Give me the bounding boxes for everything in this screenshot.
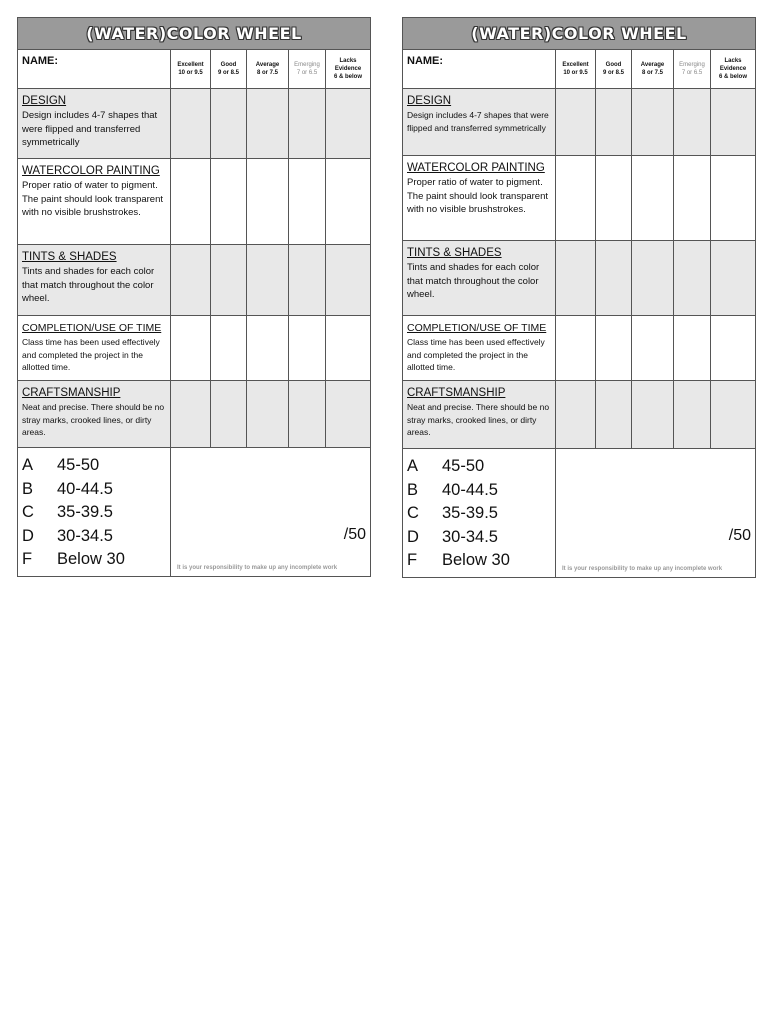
criterion-cell xyxy=(403,89,556,155)
criterion-description: Tints and shades for each color that match throughout the color wheel. xyxy=(407,262,540,300)
score-cell xyxy=(326,381,370,447)
level-lacks-evidence: Lacks Evidence 6 & below xyxy=(718,58,747,80)
criterion-description: Proper ratio of water to pigment. The paint should look transparent with no visible brushstrokes. xyxy=(22,180,164,218)
score-cell xyxy=(171,316,211,380)
score-cell xyxy=(711,156,755,240)
level-excellent: Excellent 10 or 9.5 xyxy=(556,50,596,88)
rubric-title: (WATER)COLOR WHEEL xyxy=(86,24,302,43)
name-label: NAME: xyxy=(18,50,171,88)
grade-letter: C xyxy=(22,503,34,522)
score-cell xyxy=(171,89,211,158)
criterion-description: Design includes 4-7 shapes that were flipped and transferred symmetrically xyxy=(407,110,549,133)
criterion-cell xyxy=(403,156,556,240)
score-cell xyxy=(171,159,211,244)
grade-range: 40-44.5 xyxy=(442,480,498,499)
grade-letter: F xyxy=(407,551,418,570)
score-cell xyxy=(632,381,674,448)
grade-line xyxy=(22,548,166,572)
grade-scale xyxy=(18,448,171,576)
criterion-description: Neat and precise. There should be no stray marks, crooked lines, or dirty areas. xyxy=(22,402,165,437)
level-average: Average 8 or 7.5 xyxy=(247,50,289,88)
criterion-cell xyxy=(18,316,171,380)
score-cell xyxy=(596,381,632,448)
score-cell xyxy=(211,89,247,158)
total-score-box xyxy=(556,449,755,577)
level-emerging: Emerging 7 or 6.5 xyxy=(289,50,326,88)
grade-letter: A xyxy=(407,457,419,476)
score-cell xyxy=(326,245,370,315)
score-cell xyxy=(596,156,632,240)
criterion-cell xyxy=(18,159,171,244)
grade-line xyxy=(407,549,551,573)
score-cell xyxy=(674,381,711,448)
grade-letter: A xyxy=(22,456,34,475)
score-cell xyxy=(596,241,632,315)
score-cell xyxy=(596,89,632,155)
criterion-cell xyxy=(18,381,171,447)
criterion-title: TINTS & SHADES xyxy=(22,251,117,263)
criterion-cell xyxy=(403,241,556,315)
score-cell xyxy=(326,89,370,158)
score-cell xyxy=(674,241,711,315)
criterion-description: Tints and shades for each color that match throughout the color wheel. xyxy=(22,266,155,304)
score-cell xyxy=(289,381,326,447)
criterion-title: COMPLETION/USE OF TIME xyxy=(22,322,162,334)
criterion-row-design xyxy=(403,89,755,156)
score-cell xyxy=(326,316,370,380)
criterion-row-completion xyxy=(18,316,370,381)
criterion-row-completion xyxy=(403,316,755,381)
header-row xyxy=(403,50,755,89)
score-cell xyxy=(632,156,674,240)
criterion-title: DESIGN xyxy=(22,95,67,107)
criterion-title: WATERCOLOR PAINTING xyxy=(407,162,545,174)
criterion-row-tints xyxy=(403,241,755,316)
criterion-row-tints xyxy=(18,245,370,316)
level-emerging: Emerging 7 or 6.5 xyxy=(674,50,711,88)
rubric-card-right xyxy=(402,17,756,578)
grade-range: Below 30 xyxy=(57,550,125,569)
criterion-description: Proper ratio of water to pigment. The paint should look transparent with no visible brushstrokes. xyxy=(407,177,549,215)
grade-range: 45-50 xyxy=(442,457,485,476)
score-cell xyxy=(632,241,674,315)
grade-line xyxy=(407,502,551,526)
score-cell xyxy=(711,241,755,315)
total-score-box xyxy=(171,448,370,576)
responsibility-note: It is your responsibility to make up any incomplete work xyxy=(177,565,338,571)
score-cell xyxy=(211,245,247,315)
score-cell xyxy=(326,159,370,244)
grade-range: 35-39.5 xyxy=(57,503,113,522)
criterion-cell xyxy=(18,245,171,315)
score-cell xyxy=(711,381,755,448)
level-average: Average 8 or 7.5 xyxy=(632,50,674,88)
criterion-cell xyxy=(403,316,556,380)
score-cell xyxy=(211,316,247,380)
grade-line xyxy=(407,526,551,550)
score-cell xyxy=(211,159,247,244)
criterion-description: Neat and precise. There should be no stray marks, crooked lines, or dirty areas. xyxy=(407,402,550,437)
grade-letter: B xyxy=(407,480,419,499)
header-row xyxy=(18,50,370,89)
criterion-title: CRAFTSMANSHIP xyxy=(22,387,121,399)
responsibility-note: It is your responsibility to make up any incomplete work xyxy=(562,566,723,572)
criterion-cell xyxy=(18,89,171,158)
grade-letter: D xyxy=(22,526,34,545)
criterion-title: WATERCOLOR PAINTING xyxy=(22,165,160,177)
criterion-title: COMPLETION/USE OF TIME xyxy=(407,322,547,334)
grade-letter: C xyxy=(407,504,419,523)
level-lacks-evidence: Lacks Evidence 6 & below xyxy=(333,58,362,80)
score-cell xyxy=(632,316,674,380)
total-score: /50 xyxy=(728,527,751,544)
score-cell xyxy=(247,381,289,447)
total-score: /50 xyxy=(343,526,366,543)
grade-letter: D xyxy=(407,527,419,546)
rubric-card-left xyxy=(17,17,371,577)
grade-scale xyxy=(403,449,556,577)
grade-range: 45-50 xyxy=(57,456,100,475)
grade-letter: B xyxy=(22,479,34,498)
score-cell xyxy=(556,316,596,380)
grade-line xyxy=(407,479,551,503)
grade-line xyxy=(22,478,166,502)
grade-range: 30-34.5 xyxy=(442,527,498,546)
score-cell xyxy=(247,89,289,158)
grade-range: 30-34.5 xyxy=(57,526,113,545)
score-cell xyxy=(289,245,326,315)
score-cell xyxy=(596,316,632,380)
criterion-row-watercolor xyxy=(18,159,370,245)
score-cell xyxy=(247,316,289,380)
grade-area xyxy=(18,448,370,576)
score-cell xyxy=(289,316,326,380)
criterion-description: Class time has been used effectively and completed the project in the allotted time. xyxy=(407,337,545,372)
name-label: NAME: xyxy=(403,50,556,88)
grade-range: 35-39.5 xyxy=(442,504,498,523)
criterion-title: CRAFTSMANSHIP xyxy=(407,387,506,399)
grade-line xyxy=(407,455,551,479)
score-cell xyxy=(247,159,289,244)
criterion-title: DESIGN xyxy=(407,95,452,107)
score-cell xyxy=(556,89,596,155)
grade-letter: F xyxy=(22,550,33,569)
score-cell xyxy=(674,156,711,240)
score-cell xyxy=(556,156,596,240)
score-cell xyxy=(674,89,711,155)
criterion-title: TINTS & SHADES xyxy=(407,247,502,259)
criterion-cell xyxy=(403,381,556,448)
criterion-row-design xyxy=(18,89,370,159)
rubric-title-bar xyxy=(403,18,755,50)
rubric-title-bar xyxy=(18,18,370,50)
rubric-title: (WATER)COLOR WHEEL xyxy=(471,24,687,43)
criterion-description: Design includes 4-7 shapes that were flipped and transferred symmetrically xyxy=(22,110,158,148)
grade-range: Below 30 xyxy=(442,551,510,570)
criterion-row-craftsmanship xyxy=(403,381,755,449)
level-excellent: Excellent 10 or 9.5 xyxy=(171,50,211,88)
score-cell xyxy=(171,245,211,315)
grade-line xyxy=(22,454,166,478)
score-cell xyxy=(211,381,247,447)
criterion-row-craftsmanship xyxy=(18,381,370,448)
score-cell xyxy=(556,241,596,315)
score-cell xyxy=(711,89,755,155)
grade-range: 40-44.5 xyxy=(57,479,113,498)
score-cell xyxy=(289,159,326,244)
level-good: Good 9 or 8.5 xyxy=(211,50,247,88)
criterion-row-watercolor xyxy=(403,156,755,241)
grade-line xyxy=(22,501,166,525)
level-good: Good 9 or 8.5 xyxy=(596,50,632,88)
score-cell xyxy=(674,316,711,380)
criterion-description: Class time has been used effectively and completed the project in the allotted time. xyxy=(22,337,160,372)
score-cell xyxy=(711,316,755,380)
score-cell xyxy=(171,381,211,447)
score-cell xyxy=(289,89,326,158)
grade-area xyxy=(403,449,755,577)
grade-line xyxy=(22,525,166,549)
score-cell xyxy=(556,381,596,448)
score-cell xyxy=(247,245,289,315)
score-cell xyxy=(632,89,674,155)
